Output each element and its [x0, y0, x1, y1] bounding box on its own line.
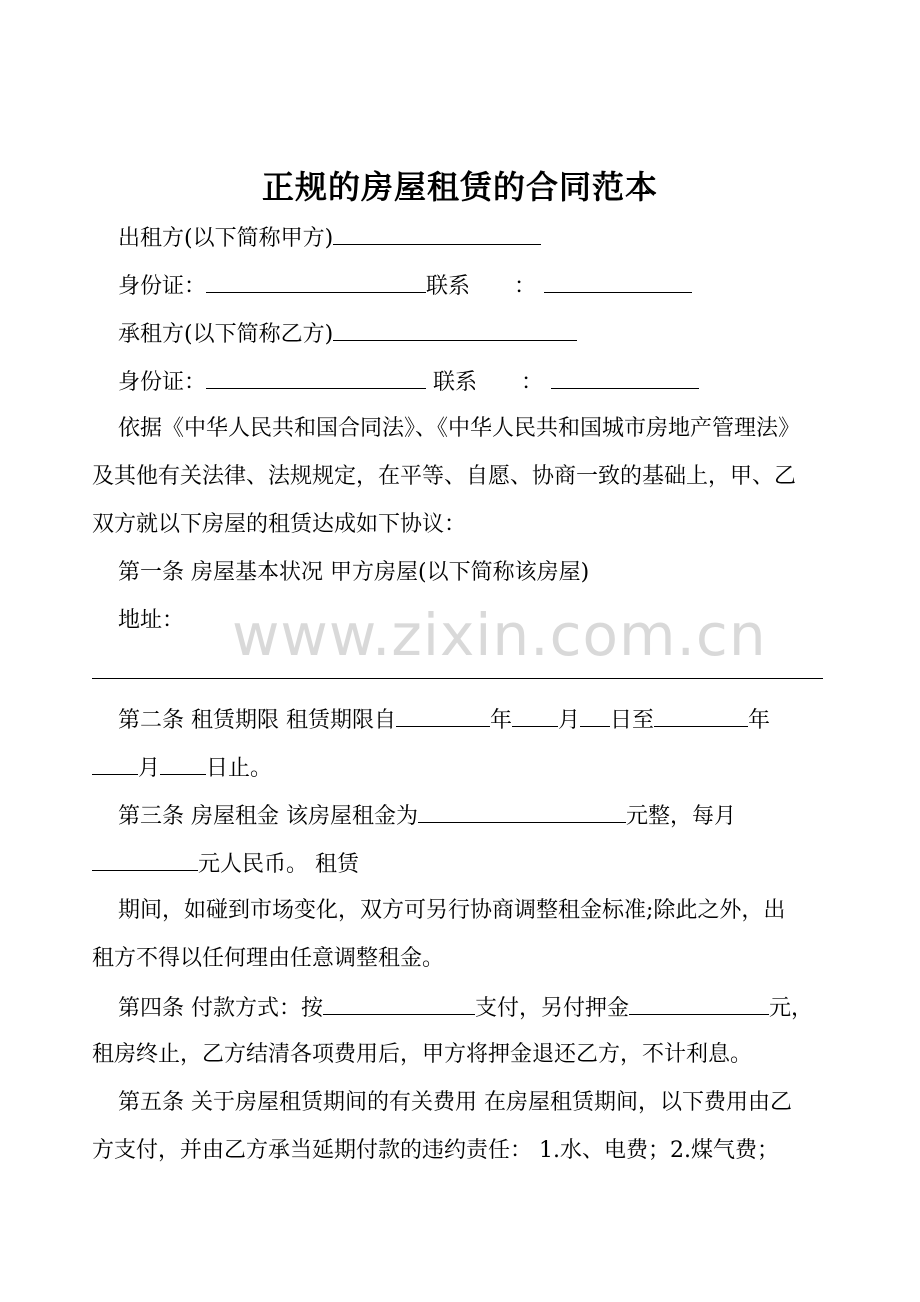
end-year-blank	[654, 704, 748, 727]
payment-method-blank	[323, 992, 475, 1015]
start-month-blank	[512, 704, 558, 727]
article-3-line-4: 租方不得以任何理由任意调整租金。	[92, 946, 445, 971]
article-5-line-1: 第五条 关于房屋租赁期间的有关费用 在房屋租赁期间，以下费用由乙	[118, 1090, 792, 1115]
address-blank-line	[92, 678, 823, 679]
article-3-line-2-text: 元人民币。 租赁	[198, 852, 359, 877]
article-2-line-1	[118, 704, 770, 736]
deposit-blank	[629, 992, 769, 1015]
article-5-line-2: 方支付，并由乙方承当延期付款的违约责任： 1.水、电费；2.煤气费；	[92, 1138, 779, 1163]
year-label: 年	[490, 708, 513, 733]
id-blank	[206, 270, 426, 293]
article-3-suffix: 元整，每月	[626, 804, 737, 829]
lessee-label: 承租方(以下简称乙方)	[118, 322, 334, 347]
article-4-line-2: 租房终止，乙方结清各项费用后，甲方将押金退还乙方，不计利息。	[92, 1042, 753, 1067]
article-4-prefix: 第四条 付款方式：按	[118, 996, 323, 1021]
end-month-blank	[92, 752, 138, 775]
article-3-line-3: 期间，如碰到市场变化，双方可另行协商调整租金标准;除此之外，出	[118, 898, 786, 923]
lessor-id-line	[118, 270, 692, 302]
article-2-prefix: 第二条 租赁期限 租赁期限自	[118, 708, 396, 733]
contact-label: 联系 ：	[433, 370, 544, 395]
watermark: www.zixin.com.cn	[232, 601, 767, 669]
lessor-blank	[333, 222, 541, 245]
article-4-line-1	[118, 992, 813, 1024]
article-3-line-2	[92, 848, 359, 880]
start-day-blank	[580, 704, 610, 727]
contact-blank	[551, 366, 699, 389]
id-label: 身份证：	[118, 370, 207, 395]
intro-line-2: 及其他有关法律、法规规定，在平等、自愿、协商一致的基础上，甲、乙	[92, 464, 797, 489]
article-2-line-2	[92, 752, 272, 784]
monthly-rent-blank	[92, 848, 198, 871]
day-end-label: 日止。	[206, 756, 273, 781]
intro-line-3: 双方就以下房屋的租赁达成如下协议：	[92, 512, 467, 537]
rent-total-blank	[418, 800, 626, 823]
lessor-line	[118, 222, 541, 254]
lessee-id-line	[118, 366, 699, 398]
contact-label: 联系 ：	[426, 274, 537, 299]
article-3-prefix: 第三条 房屋租金 该房屋租金为	[118, 804, 418, 829]
article-4-suffix: 元，	[769, 996, 814, 1021]
end-day-blank	[160, 752, 206, 775]
article-3-line-1	[118, 800, 736, 832]
lessee-line	[118, 318, 577, 350]
lessor-label: 出租方(以下简称甲方)	[118, 226, 334, 251]
intro-line-1: 依据《中华人民共和国合同法》、《中华人民共和国城市房地产管理法》	[118, 416, 801, 441]
start-year-blank	[396, 704, 490, 727]
lessee-blank	[333, 318, 577, 341]
article-4-mid: 支付，另付押金	[475, 996, 630, 1021]
id-blank	[206, 366, 426, 389]
document-title: 正规的房屋租赁的合同范本	[261, 168, 658, 206]
address-label: 地址：	[118, 608, 185, 633]
id-label: 身份证：	[118, 274, 207, 299]
month-label: 月	[558, 708, 581, 733]
month-label: 月	[138, 756, 161, 781]
contact-blank	[544, 270, 692, 293]
article-1: 第一条 房屋基本状况 甲方房屋(以下简称该房屋)	[118, 560, 590, 585]
year-label: 年	[748, 708, 771, 733]
day-to-label: 日至	[610, 708, 655, 733]
